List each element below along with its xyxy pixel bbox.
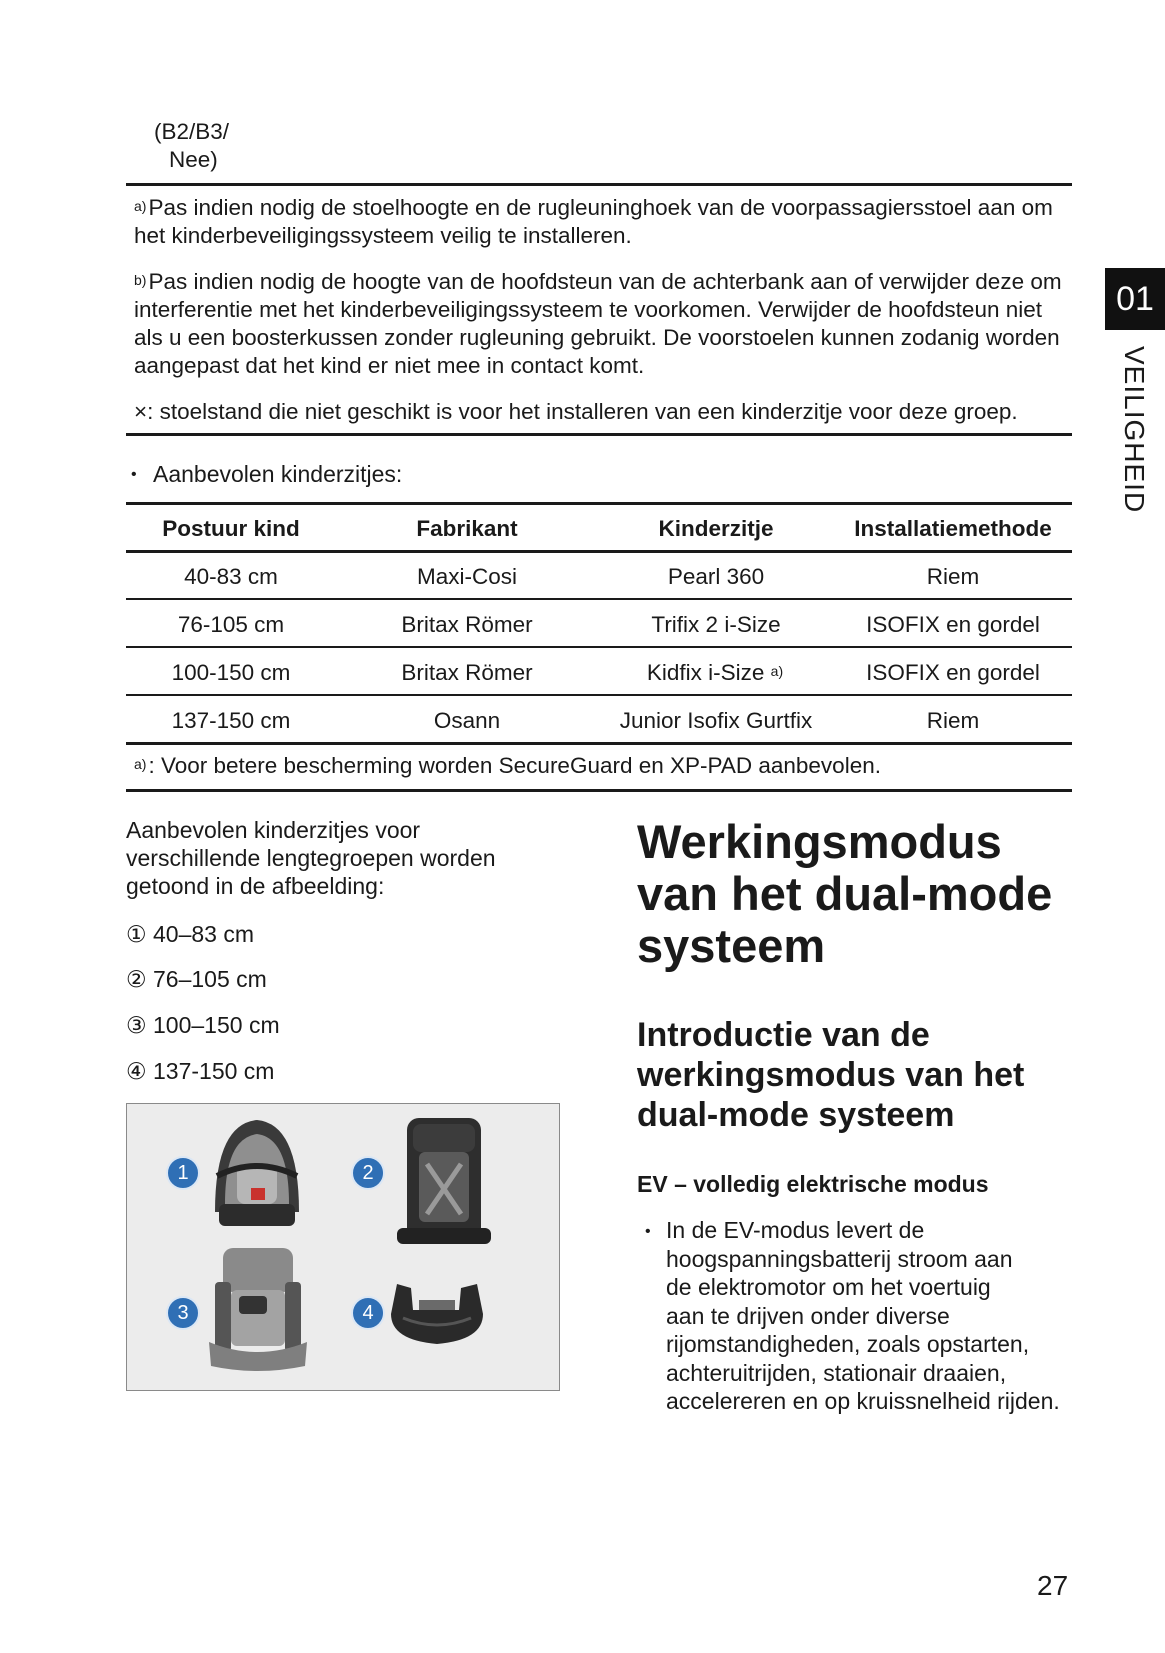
page-number: 27 (1037, 1570, 1069, 1601)
infant-carrier-icon (215, 1120, 299, 1226)
table-note (134, 752, 1074, 780)
table-row-rule (126, 646, 1072, 648)
top-cell-line-2: Nee) (169, 147, 218, 172)
table-cell: Junior Isofix Gurtfix (619, 708, 813, 733)
footnote-a-mark: a) (134, 198, 147, 214)
table-header-installatiemethode: Installatiemethode (854, 516, 1052, 541)
ev-line: In de EV-modus levert de (666, 1217, 925, 1243)
seat-badge-3: 3 (166, 1296, 200, 1330)
booster-cushion-icon (391, 1284, 483, 1344)
divider (126, 433, 1072, 436)
table-cell: Osann (433, 708, 501, 733)
ev-line: de elektromotor om het voertuig (666, 1274, 991, 1300)
subsection-title-line: Introductie van de (637, 1016, 930, 1054)
ev-line: achteruitrijden, stationair draaien, (666, 1359, 1007, 1386)
table-cell: Britax Römer (401, 612, 533, 637)
group-item-4: ④ 137-150 cm (126, 1058, 275, 1084)
footnote-b (134, 268, 1074, 380)
ev-bullet: • (645, 1223, 651, 1240)
left-intro-line: verschillende lengtegroepen worden (126, 845, 496, 871)
subsection-title-line: werkingsmodus van het (637, 1056, 1025, 1094)
left-intro (126, 816, 496, 900)
divider (126, 183, 1072, 186)
table-cell: 76-105 cm (177, 612, 285, 637)
footnote-a-text: Pas indien nodig de stoelhoogte en de rugleuninghoek van de voorpassagiersstoel aan om het kinderbeveiligingssysteem veilig te installeren. (134, 195, 1053, 248)
recommended-bullet: • (131, 466, 137, 483)
footnote-a (134, 194, 1074, 250)
ev-line: rijomstandigheden, zoals opstarten, (666, 1331, 1030, 1357)
section-title-line: systeem (637, 919, 826, 972)
table-cell: Trifix 2 i-Size (651, 612, 781, 637)
divider (126, 789, 1072, 792)
subsection-title (637, 1015, 1077, 1135)
section-title-line: van het dual-mode (637, 867, 1053, 920)
ev-mode-description (666, 1216, 1086, 1416)
seat-badge-2: 2 (351, 1156, 385, 1190)
table-row-rule (126, 694, 1072, 696)
table-cell: Maxi-Cosi (416, 564, 517, 589)
ev-line: accelereren en op kruissnelheid rijden. (666, 1388, 1060, 1414)
seat-badge-4: 4 (351, 1296, 385, 1330)
table-cell: Riem (926, 564, 980, 589)
footnote-b-text: Pas indien nodig de hoogte van de hoofdsteun van de achterbank aan of verwijder deze om interferentie met het kinderbeveiligingssysteem te voorkomen. Verwijder de hoofdsteun niet als u een boosterkussen zonder rugleuning gebruikt. De voorstoelen kunnen zodanig worden aangepast dat het kind er niet mee in contact komt. (134, 269, 1062, 378)
group-item-1: ① 40–83 cm (126, 921, 255, 947)
table-cell: 40-83 cm (184, 564, 278, 589)
recommended-label: Aanbevolen kinderzitjes: (153, 461, 403, 487)
top-cell-line-1: (B2/B3/ (154, 119, 230, 144)
ev-mode-heading: EV – volledig elektrische modus (637, 1171, 989, 1197)
top-cell (154, 118, 229, 174)
table-cell: 137-150 cm (171, 708, 291, 733)
section-title-line: Werkingsmodus (637, 815, 1002, 868)
table-header-kinderzitje: Kinderzitje (658, 516, 774, 541)
kidfix-footnote-mark: a) (770, 663, 784, 679)
table-bottom-rule (126, 742, 1072, 745)
table-note-text: : Voor betere bescherming worden SecureGuard en XP-PAD aanbevolen. (148, 753, 881, 778)
seat-badge-1: 1 (166, 1156, 200, 1190)
table-header-postuur: Postuur kind (162, 516, 300, 541)
child-seats-illustration (127, 1104, 558, 1389)
high-back-booster-icon (209, 1248, 307, 1371)
table-cell: Riem (926, 708, 980, 733)
table-cell: Pearl 360 (667, 564, 765, 589)
table-cell-text: Kidfix i-Size (646, 660, 765, 685)
left-intro-line: Aanbevolen kinderzitjes voor (126, 817, 421, 843)
table-cell (598, 649, 834, 697)
chapter-tab-label: VEILIGHEID (1119, 346, 1150, 514)
table-cell: ISOFIX en gordel (866, 660, 1040, 685)
ev-line: aan te drijven onder diverse (666, 1302, 950, 1329)
footnote-x: ×: stoelstand die niet geschikt is voor het installeren van een kinderzitje voor deze groep. (134, 399, 1018, 424)
ev-line: hoogspanningsbatterij stroom aan (666, 1245, 1013, 1272)
convertible-seat-icon (397, 1118, 491, 1244)
section-title (637, 816, 1077, 972)
group-item-2: ② 76–105 cm (126, 966, 267, 992)
table-row-rule (126, 598, 1072, 600)
subsection-title-line: dual-mode systeem (637, 1096, 955, 1134)
table-cell: Britax Römer (401, 660, 533, 685)
left-intro-line: getoond in de afbeelding: (126, 873, 385, 899)
child-seats-figure (126, 1103, 560, 1391)
group-item-3: ③ 100–150 cm (126, 1012, 280, 1038)
table-header-fabrikant: Fabrikant (416, 516, 518, 541)
table-note-mark: a) (134, 756, 147, 772)
chapter-tab-number: 01 (1105, 268, 1165, 330)
table-cell: 100-150 cm (171, 660, 291, 685)
footnote-b-mark: b) (134, 272, 147, 288)
table-cell: ISOFIX en gordel (866, 612, 1040, 637)
